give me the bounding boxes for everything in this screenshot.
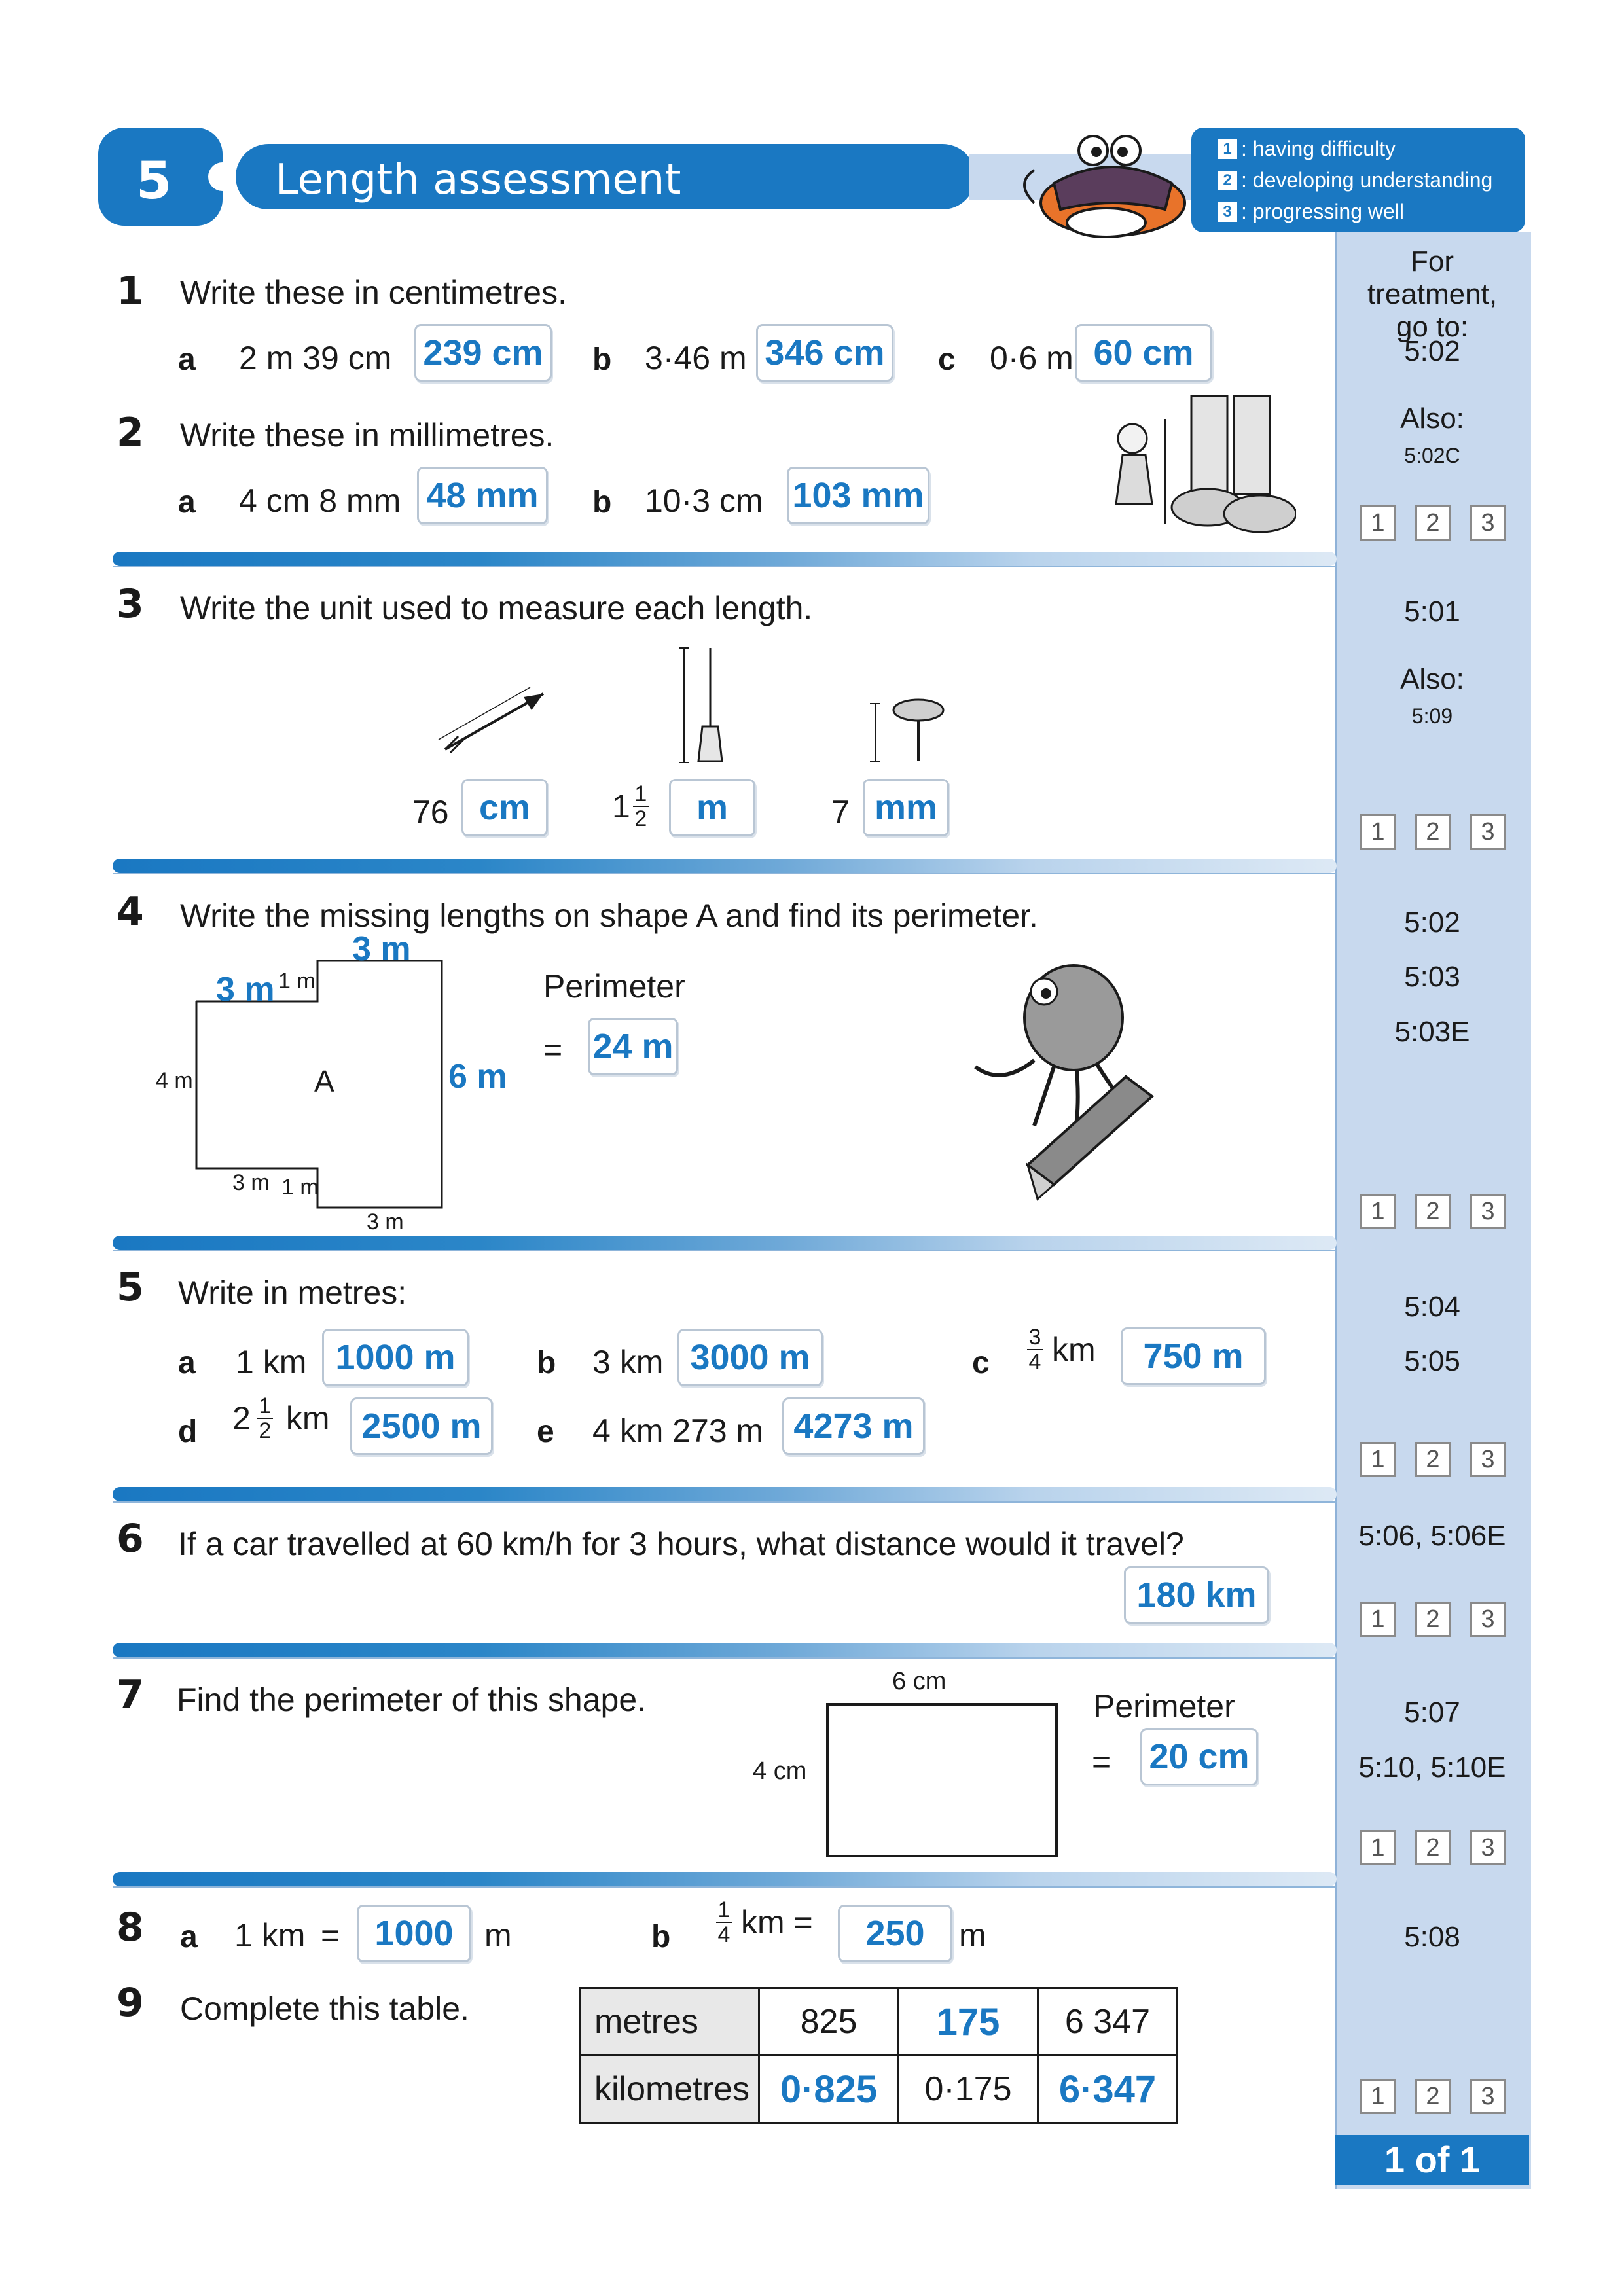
part-label: c [972,1346,990,1380]
rating-box-1[interactable]: 1 [1360,505,1396,541]
question-value: 2 m 39 cm [239,340,392,376]
table-cell: 6 347 [1038,1988,1178,2056]
fraction [1027,1325,1043,1374]
table-cell-answer[interactable]: 0·825 [759,2056,899,2123]
header-banner [98,124,982,229]
sidebar-ref-q4-a: 5:02 [1404,906,1460,939]
question-text: Complete this table. [180,1990,469,2027]
equals-sign: = [1092,1744,1111,1780]
question-number: 6 [117,1516,144,1562]
table-cell-answer[interactable]: 6·347 [1038,2056,1178,2123]
answer-box[interactable]: cm [461,779,548,836]
question-text: Write these in millimetres. [180,417,554,454]
sidebar-ref-q3: 5:01 [1404,596,1460,628]
rating-box-3[interactable]: 3 [1470,1602,1506,1637]
sidebar-heading: For treatment, go to: [1367,245,1498,343]
rating-box-2[interactable]: 2 [1415,505,1451,541]
octopus-with-pencil-illustration [962,956,1178,1204]
part-label: d [178,1414,198,1449]
fraction-numerator: 1 [259,1393,272,1418]
question-number: 2 [117,410,144,456]
page-counter-text: 1 of 1 [1384,2139,1481,2180]
dimension-notch-bottom: 1 m [281,1175,319,1200]
question-number: 7 [117,1672,144,1718]
dimension-bottom: 3 m [367,1210,404,1234]
sidebar-ref-q4-b: 5:03 [1404,961,1460,993]
legend-item-2 [1218,168,1492,192]
fraction-value [713,1898,813,1946]
rectangle-shape [825,1702,1060,1859]
answer-box[interactable]: mm [863,779,949,836]
rating-box-2[interactable]: 2 [1415,1194,1451,1229]
legend-box [1191,128,1525,232]
table-row [581,2056,1178,2123]
part-label: a [178,342,196,377]
rating-box-1[interactable]: 1 [1360,1194,1396,1229]
rating-box-1[interactable]: 1 [1360,2079,1396,2114]
sidebar-ref-q1: 5:02 [1404,335,1460,367]
table-cell-answer[interactable]: 175 [899,1988,1038,2056]
dimension-left-top: 3 m [216,971,275,1009]
answer-box[interactable]: 250 [838,1905,952,1962]
question-value: 3·46 m [645,340,747,376]
answer-box[interactable]: 103 mm [787,467,929,524]
rating-box-1[interactable]: 1 [1360,1602,1396,1637]
rating-box-2[interactable]: 2 [1415,1830,1451,1865]
rating-boxes-q1-2 [1360,505,1506,541]
question-number: 4 [117,889,144,935]
dimension-top: 3 m [352,930,411,968]
table-row [581,1988,1178,2056]
measure-value-mixed [612,782,651,831]
sidebar-ref-q3-also: 5:09 [1411,704,1453,728]
part-label: e [537,1414,554,1449]
dimension-left: 4 m [156,1068,193,1093]
section-divider [113,1643,1337,1657]
rating-box-3[interactable]: 3 [1470,2079,1506,2114]
mixed-value [232,1394,329,1443]
legend-text: : having difficulty [1241,137,1396,160]
table-cell: 825 [759,1988,899,2056]
question-value: 4 km 273 m [592,1412,764,1449]
page-counter [1335,2135,1529,2185]
answer-box[interactable]: 1000 m [322,1329,469,1386]
crab-mascot-illustration [1008,131,1204,242]
question-text: Write the missing lengths on shape A and find its perimeter. [180,897,1038,934]
dimension-right: 6 m [448,1058,507,1096]
answer-box[interactable]: 3000 m [677,1329,823,1386]
rating-box-1[interactable]: 1 [1360,1830,1396,1865]
question-value: 1 km [236,1344,307,1380]
legend-text: : developing understanding [1241,168,1493,192]
question-value: 4 cm 8 mm [239,482,401,519]
rating-boxes-q6 [1360,1602,1506,1637]
part-label: c [938,342,956,377]
legend-item-3 [1218,200,1404,224]
rating-box-2[interactable]: 2 [1415,1442,1451,1477]
sidebar-also-q2: Also: [1400,403,1464,435]
answer-box[interactable]: 24 m [588,1018,678,1075]
question-value: 10·3 cm [645,482,763,519]
part-label: b [651,1920,671,1954]
answer-box[interactable]: 239 cm [414,324,552,382]
answer-box[interactable]: 60 cm [1075,324,1212,382]
dimension-bottom-left: 3 m [232,1170,270,1195]
rating-boxes-q5 [1360,1442,1506,1477]
rectangle-width-label: 6 cm [892,1668,947,1695]
section-divider [113,1236,1337,1250]
answer-box[interactable]: 750 m [1121,1327,1266,1385]
answer-box[interactable]: 20 cm [1140,1728,1258,1785]
unit: m [484,1917,512,1954]
sidebar-ref-q5-a: 5:04 [1404,1291,1460,1323]
fraction-numerator: 1 [717,1897,731,1922]
question-text: If a car travelled at 60 km/h for 3 hours, what distance would it travel? [178,1526,1184,1562]
rating-boxes-q4 [1360,1194,1506,1229]
answer-box[interactable]: 2500 m [350,1397,493,1455]
part-label: a [178,485,196,520]
rating-boxes-q7 [1360,1830,1506,1865]
sidebar-ref-q6: 5:06, 5:06E [1358,1520,1506,1552]
sidebar-ref-q7-a: 5:07 [1404,1696,1460,1729]
rating-box-3[interactable]: 3 [1470,1194,1506,1229]
part-label: a [180,1920,198,1954]
girl-and-giant-feet-illustration [1100,393,1296,540]
perimeter-label: Perimeter [543,968,685,1005]
question-text: Write the unit used to measure each length. [180,590,813,626]
fraction-numerator: 3 [1028,1325,1041,1350]
question-value: 0·6 m [990,340,1074,376]
legend-number: 2 [1218,171,1237,190]
unit-number: 5 [136,152,172,211]
fraction-denominator: 4 [717,1922,731,1947]
legend-number: 1 [1218,139,1237,159]
unit: km [1052,1331,1096,1368]
rating-box-2[interactable]: 2 [1415,1602,1451,1637]
sidebar-ref-q8: 5:08 [1404,1921,1460,1953]
question-number: 1 [117,268,144,314]
table-row-header: metres [581,1988,759,2056]
measure-value: 76 [412,794,449,831]
legend-text: : progressing well [1241,200,1404,223]
question-number: 3 [117,581,144,627]
section-divider [113,552,1337,566]
rating-box-1[interactable]: 1 [1360,1442,1396,1477]
answer-box[interactable]: 48 mm [417,467,548,524]
mixed-whole: 1 [612,788,630,825]
rectangle-height-label: 4 cm [753,1757,807,1785]
rating-boxes-q3 [1360,814,1506,850]
question-number: 5 [117,1265,144,1310]
rating-box-2[interactable]: 2 [1415,2079,1451,2114]
section-divider [113,859,1337,873]
fraction [257,1394,273,1443]
sidebar-ref-q7-b: 5:10, 5:10E [1358,1751,1506,1784]
unit: m [959,1917,986,1954]
section-divider [113,1487,1337,1501]
equals-sign: = [543,1031,563,1068]
page-title: Length assessment [275,156,681,204]
question-text: Write in metres: [178,1274,407,1311]
fraction-denominator: 2 [259,1418,272,1443]
sidebar-ref-q2: 5:02C [1404,444,1460,467]
rating-box-3[interactable]: 3 [1470,1442,1506,1477]
dimension-notch-top: 1 m [278,969,316,994]
broom-illustration [677,645,736,769]
mixed-whole: 2 [232,1400,251,1437]
perimeter-label: Perimeter [1093,1688,1235,1725]
question-number: 9 [117,1980,144,2026]
rating-box-3[interactable]: 3 [1470,505,1506,541]
measure-value: 7 [831,794,850,831]
rating-box-2[interactable]: 2 [1415,814,1451,850]
fraction-value [1024,1325,1096,1374]
section-divider [113,1872,1337,1886]
table-row-header: kilometres [581,2056,759,2123]
question-value: 3 km [592,1344,664,1380]
answer-box[interactable]: 346 cm [756,324,893,382]
answer-box[interactable]: 4273 m [782,1397,925,1455]
answer-box[interactable]: m [669,779,755,836]
pin-illustration [867,691,952,769]
conversion-table [579,1987,1178,2124]
question-text: Find the perimeter of this shape. [177,1681,647,1718]
legend-item-1 [1218,137,1396,161]
question-value: 1 km [234,1917,306,1954]
fraction-denominator: 4 [1028,1350,1041,1374]
rating-box-3[interactable]: 3 [1470,814,1506,850]
sidebar-ref-q4-c: 5:03E [1394,1016,1470,1048]
equals-sign: = [321,1917,340,1954]
rating-box-1[interactable]: 1 [1360,814,1396,850]
part-label: a [178,1346,196,1380]
answer-box[interactable]: 180 km [1124,1566,1269,1624]
question-number: 8 [117,1905,144,1950]
arrow-illustration [432,674,556,766]
sidebar-ref-q5-b: 5:05 [1404,1345,1460,1377]
fraction-numerator: 1 [634,781,647,806]
rating-box-3[interactable]: 3 [1470,1830,1506,1865]
fraction [716,1898,732,1946]
legend-number: 3 [1218,202,1237,222]
part-label: b [592,485,612,520]
answer-box[interactable]: 1000 [357,1905,471,1962]
question-value: km = [741,1904,813,1941]
fraction-denominator: 2 [634,806,647,831]
rating-boxes-q8-9 [1360,2079,1506,2114]
unit: km [285,1400,330,1437]
sidebar-also-q3: Also: [1400,663,1464,695]
part-label: b [592,342,612,377]
question-text: Write these in centimetres. [180,274,567,311]
fraction [633,782,649,831]
shape-label: A [314,1064,334,1098]
part-label: b [537,1346,556,1380]
table-cell: 0·175 [899,2056,1038,2123]
